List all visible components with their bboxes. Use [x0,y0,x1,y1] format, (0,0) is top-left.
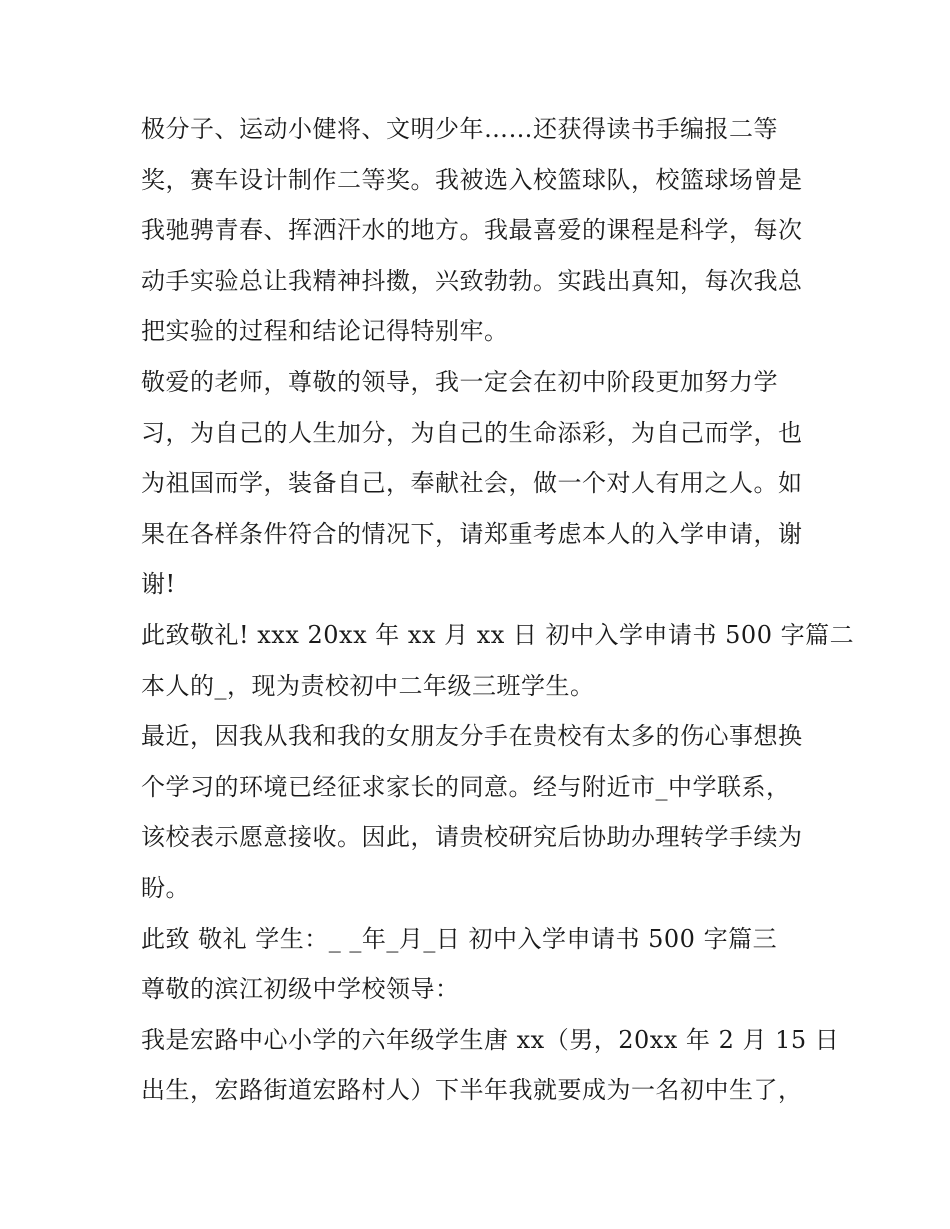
text-line: 把实验的过程和结论记得特别牢。 [141,317,509,346]
text-line: 个学习的环境已经征求家长的同意。经与附近市_中学联系， [141,772,791,801]
text-line: 动手实验总让我精神抖擞，兴致勃勃。实践出真知，每次我总 [141,266,803,295]
text-line: 敬爱的老师，尊敬的领导，我一定会在初中阶段更加努力学 [141,367,778,396]
text-line: 此致 敬礼 学生：_ _年_月_日 初中入学申请书 500 字篇三 [141,924,778,953]
text-line: 该校表示愿意接收。因此，请贵校研究后协助办理转学手续为 [141,823,803,852]
text-line: 此致敬礼! xxx 20xx 年 xx 月 xx 日 初中入学申请书 500 字篇二 [141,620,855,649]
text-line: 盼。 [141,873,190,902]
document-body [141,104,855,1116]
text-line: 习，为自己的人生加分，为自己的生命添彩，为自己而学，也 [141,418,803,447]
text-line: 谢! [141,570,176,599]
text-line: 本人的_，现为责校初中二年级三班学生。 [141,671,595,700]
text-line: 尊敬的滨江初级中学校领导： [141,975,460,1004]
text-line: 极分子、运动小健将、文明少年……还获得读书手编报二等 [141,115,778,143]
text-line: 最近，因我从我和我的女朋友分手在贵校有太多的伤心事想换 [141,722,803,751]
text-line: 为祖国而学，装备自己，奉献社会，做一个对人有用之人。如 [141,469,803,498]
text-line: 果在各样条件符合的情况下，请郑重考虑本人的入学申请，谢 [141,519,803,548]
text-line: 我是宏路中心小学的六年级学生唐 xx（男，20xx 年 2 月 15 日 [141,1025,840,1054]
text-line: 奖，赛车设计制作二等奖。我被选入校篮球队，校篮球场曾是 [141,165,803,194]
text-line: 我驰骋青春、挥洒汗水的地方。我最喜爱的课程是科学，每次 [141,216,803,245]
text-line: 出生，宏路街道宏路村人）下半年我就要成为一名初中生了， [141,1076,803,1105]
